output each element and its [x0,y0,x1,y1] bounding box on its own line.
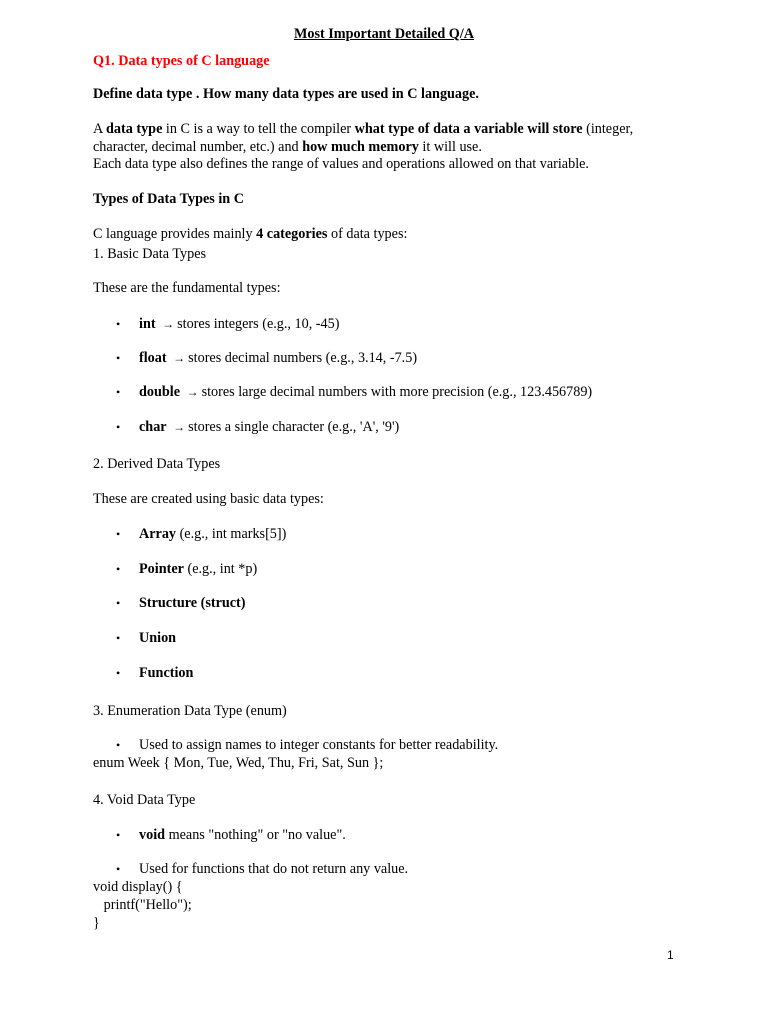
list-item-void-usage [116,861,408,878]
type-name: Pointer [139,561,184,577]
list-item-int [116,316,339,333]
intro-text: it will use. [418,139,482,155]
bullet-text: means "nothing" or "no value". [165,827,346,843]
bullet-icon: • [116,631,121,645]
code-enum-example: enum Week { Mon, Tue, Wed, Thu, Fri, Sat, Sun }; [93,755,384,771]
type-name: void [139,827,166,843]
list-item-char [116,419,399,436]
type-description: stores a single character (e.g., 'A', '9') [188,419,400,435]
section-heading-void: 4. Void Data Type [93,792,196,808]
list-item-double [116,384,592,401]
type-name: double [139,384,181,400]
type-name: float [139,350,167,366]
categories-line [93,226,407,243]
bullet-icon: • [116,596,121,610]
section-heading-derived: 2. Derived Data Types [93,456,221,472]
list-item-pointer [116,561,257,578]
list-item-function [116,665,193,682]
type-description: (e.g., int *p) [183,561,258,577]
arrow-right-icon: → [162,317,175,331]
type-description: stores decimal numbers (e.g., 3.14, -7.5) [188,350,418,366]
types-heading: Types of Data Types in C [93,191,244,207]
intro-bold-term: data type [106,121,163,137]
list-item-enum-purpose [116,737,498,754]
bullet-icon: • [116,385,121,399]
code-void-line-1: void display() { [93,879,183,895]
bullet-icon: • [116,738,121,752]
intro-line-3: Each data type also defines the range of values and operations allowed on that variable. [93,156,589,172]
arrow-right-icon: → [186,385,199,399]
page-number: 1 [667,948,674,962]
intro-text: character, decimal number, etc.) and [93,139,303,155]
bullet-icon: • [116,420,121,434]
page-title: Most Important Detailed Q/A [293,26,475,42]
intro-line-2 [93,139,482,156]
type-name: char [139,419,167,435]
type-name: Function [139,665,194,681]
bullet-icon: • [116,527,121,541]
type-description: (e.g., int marks[5]) [176,526,287,542]
categories-text: C language provides mainly [93,226,257,242]
type-description: stores integers (e.g., 10, -45) [177,316,340,332]
categories-text: of data types: [327,226,408,242]
type-name: int [139,316,156,332]
type-name: Array [139,526,177,542]
code-void-line-2: printf("Hello"); [93,897,192,913]
section-lead-derived: These are created using basic data types: [93,491,324,507]
code-void-line-3: } [93,915,100,931]
intro-text: (integer, [582,121,634,137]
bullet-icon: • [116,828,121,842]
intro-text: A [93,121,107,137]
bullet-icon: • [116,666,121,680]
intro-bold-phrase: how much memory [302,139,419,155]
question-text: Define data type . How many data types are used in C language. [93,86,479,102]
bullet-icon: • [116,862,121,876]
section-lead-basic: These are the fundamental types: [93,280,281,296]
type-description: stores large decimal numbers with more precision (e.g., 123.456789) [201,384,593,400]
bullet-text: Used to assign names to integer constants for better readability. [139,737,499,753]
list-item-array [116,526,286,543]
intro-line-1 [93,121,633,138]
type-name: Structure (struct) [139,595,246,611]
type-name: Union [139,630,177,646]
section-heading-enum: 3. Enumeration Data Type (enum) [93,703,287,719]
intro-bold-phrase: what type of data a variable will store [354,121,583,137]
question-heading: Q1. Data types of C language [93,53,270,69]
intro-text: in C is a way to tell the compiler [162,121,355,137]
bullet-icon: • [116,562,121,576]
bullet-icon: • [116,351,121,365]
arrow-right-icon: → [173,351,186,365]
categories-count: 4 categories [256,226,328,242]
bullet-icon: • [116,317,121,331]
list-item-float [116,350,417,367]
section-heading-basic: 1. Basic Data Types [93,246,207,262]
list-item-structure [116,595,246,612]
bullet-text: Used for functions that do not return any value. [139,861,409,877]
list-item-void-meaning [116,827,346,844]
list-item-union [116,630,176,647]
arrow-right-icon: → [173,420,186,434]
